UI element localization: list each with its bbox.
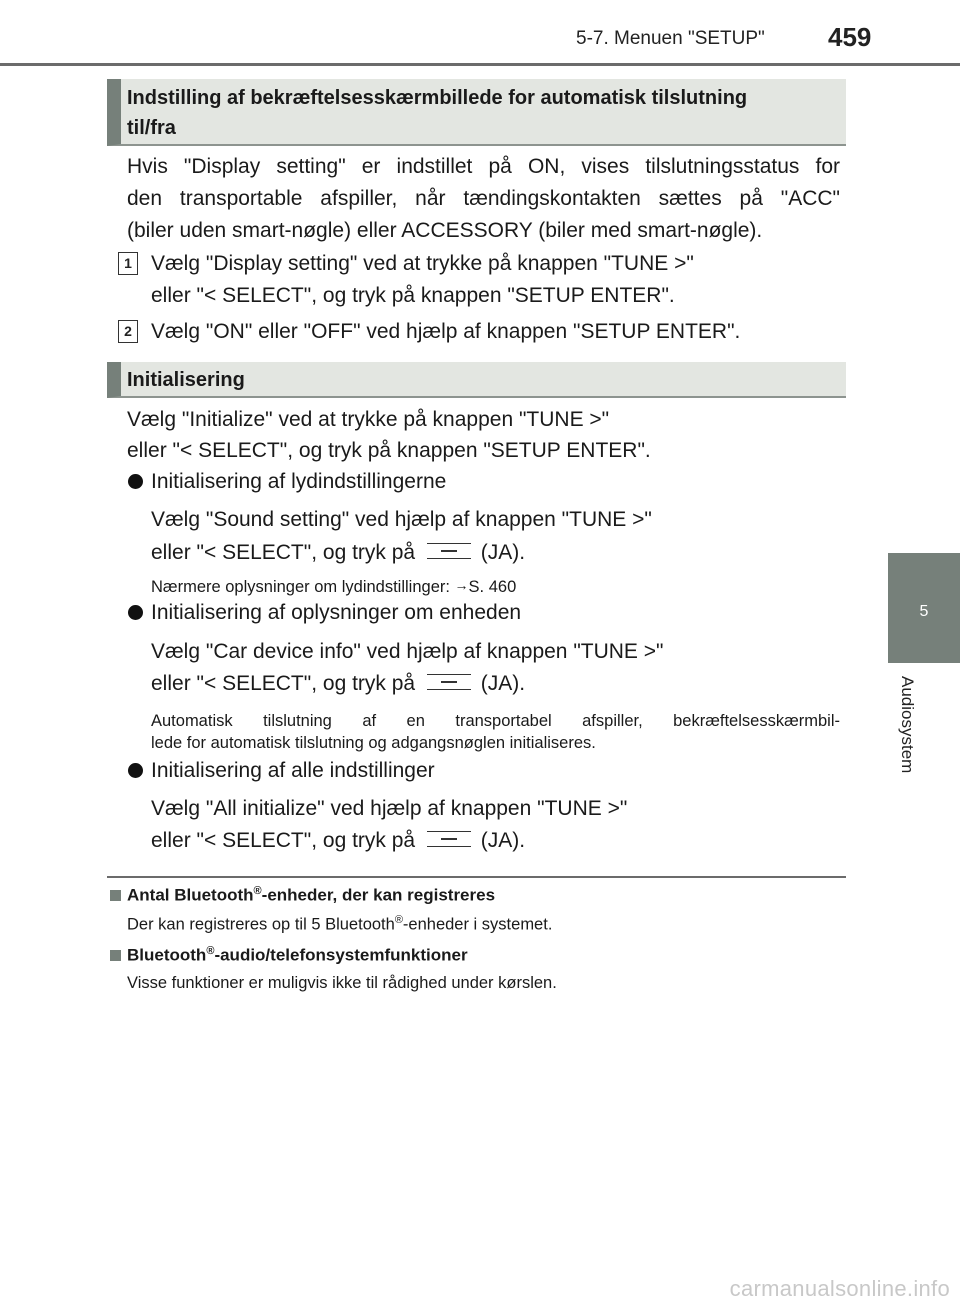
section-heading-auto-connect — [107, 79, 846, 146]
note-heading-text: -enheder, der kan registreres — [261, 885, 496, 905]
note-body-text: -enheder i systemet. — [402, 915, 553, 934]
bullet-text-part: (JA). — [480, 672, 526, 695]
chapter-label — [896, 676, 920, 791]
section-heading-line: Indstilling af bekræftelsesskærmbillede for automatisk tilslutning — [127, 87, 748, 109]
page-reference-link[interactable]: S. 460 — [468, 578, 517, 596]
watermark: carmanualsonline.info — [729, 1276, 950, 1301]
paragraph-line: eller "< SELECT", og tryk på knappen "SETUP ENTER". — [127, 439, 651, 462]
step-text: Vælg "Display setting" ved at trykke på knappen "TUNE >" — [151, 252, 694, 275]
bullet-title: Initialisering af oplysninger om enheden — [151, 601, 522, 624]
note-body — [127, 914, 552, 935]
paragraph-line: Hvis "Display setting" er indstillet på ON, vises tilslutningsstatus for — [127, 155, 840, 178]
section-heading-initialization: Initialisering — [107, 362, 846, 398]
paragraph-line: den transportable afspiller, når tændingskontakten sættes på "ACC" — [127, 187, 840, 210]
note-heading-text: -audio/telefonsystemfunktioner — [214, 945, 468, 965]
bullet-text-part: eller "< SELECT", og tryk på — [151, 672, 416, 695]
bullet-text: Vælg "Car device info" ved hjælp af knappen "TUNE >" — [151, 640, 664, 663]
bullet-text-part: eller "< SELECT", og tryk på — [151, 541, 416, 564]
bullet-icon — [128, 605, 143, 620]
bullet-note — [151, 576, 516, 598]
paragraph-line: Vælg "Initialize" ved at trykke på knappen "TUNE >" — [127, 408, 610, 431]
bullet-icon — [128, 763, 143, 778]
chapter-tab — [888, 553, 960, 663]
step-text: Vælg "ON" eller "OFF" ved hjælp af knappen "SETUP ENTER". — [151, 320, 741, 343]
running-header-section: 5-7. Menuen "SETUP" — [576, 28, 765, 49]
registered-mark: ® — [206, 945, 215, 957]
bullet-note: lede for automatisk tilslutning og adgangsnøglen initialiseres. — [151, 734, 596, 752]
bullet-title: Initialisering af alle indstillinger — [151, 759, 435, 782]
note-text: Nærmere oplysninger om lydindstillinger: — [151, 578, 450, 596]
note-heading-text: Bluetooth — [127, 945, 207, 965]
notes-separator — [107, 876, 846, 878]
bullet-text: Vælg "Sound setting" ved hjælp af knappen "TUNE >" — [151, 508, 652, 531]
arrow-right-icon: → — [454, 577, 469, 593]
menu-button-icon — [427, 543, 471, 559]
paragraph-line: (biler uden smart-nøgle) eller ACCESSORY (biler med smart-nøgle). — [127, 219, 763, 242]
note-body: Visse funktioner er muligvis ikke til rådighed under kørslen. — [127, 974, 557, 992]
bullet-text-part: eller "< SELECT", og tryk på — [151, 829, 416, 852]
bullet-text-part: (JA). — [480, 541, 526, 564]
section-heading-line: til/fra — [127, 117, 176, 139]
menu-button-icon — [427, 674, 471, 690]
header-rule — [0, 63, 960, 66]
page-number: 459 — [828, 22, 872, 52]
bullet-text-part: (JA). — [480, 829, 526, 852]
note-heading-text: Antal Bluetooth — [127, 885, 254, 905]
menu-button-icon — [427, 831, 471, 847]
square-bullet-icon — [110, 890, 121, 901]
bullet-text — [151, 668, 525, 700]
step-number-badge: 1 — [118, 252, 138, 275]
bullet-text — [151, 537, 525, 569]
note-heading — [110, 885, 495, 906]
note-body-text: Der kan registreres op til 5 Bluetooth — [127, 915, 395, 934]
bullet-title: Initialisering af lydindstillingerne — [151, 470, 447, 493]
chapter-number: 5 — [919, 603, 929, 620]
bullet-note: Automatisk tilslutning af en transportabel afspiller, bekræftelsesskærmbil- — [151, 712, 840, 730]
registered-mark: ® — [394, 914, 403, 926]
step-text: eller "< SELECT", og tryk på knappen "SETUP ENTER". — [151, 284, 675, 307]
bullet-text: Vælg "All initialize" ved hjælp af knappen "TUNE >" — [151, 797, 628, 820]
square-bullet-icon — [110, 950, 121, 961]
note-heading — [110, 945, 468, 966]
registered-mark: ® — [253, 885, 262, 897]
chapter-label-text: Audiosystem — [898, 676, 917, 774]
bullet-icon — [128, 474, 143, 489]
bullet-text — [151, 825, 525, 857]
step-number-badge: 2 — [118, 320, 138, 343]
